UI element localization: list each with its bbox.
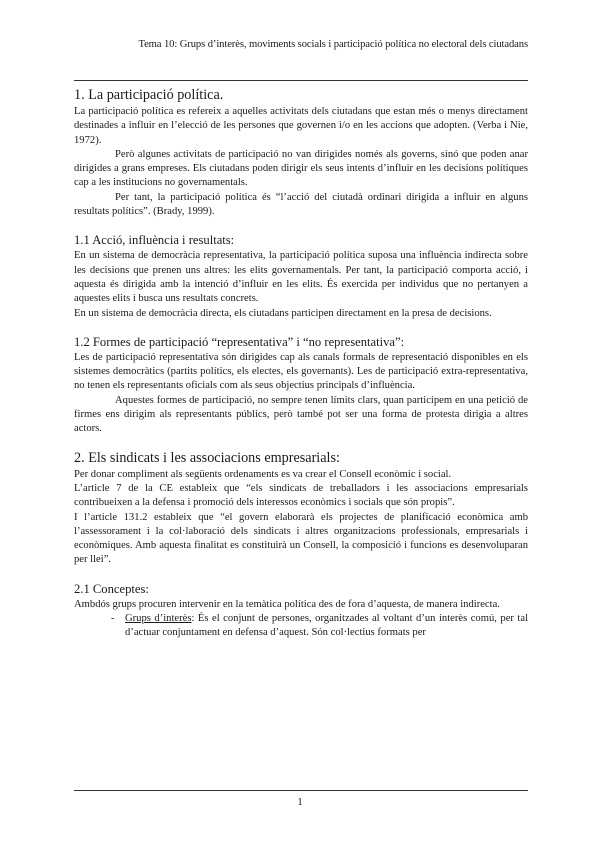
section-2-paragraph-3: I l’article 131.2 estableix que “el govern elaborarà els projectes de planificació econòmica amb l’assessorament i la col·laboració dels sindicats i altres organitzacions professionals, empresarials i econòmiques. Amb aquesta finalitat es constituirà un Consell, la composició i funcions es desenvoluparan per llei”. bbox=[74, 511, 528, 566]
section-2-1-heading: 2.1 Conceptes: bbox=[74, 581, 149, 596]
running-header: Tema 10: Grups d’interès, moviments socials i participació política no electoral dels ciutadans bbox=[138, 39, 528, 50]
section-1-2-heading: 1.2 Formes de participació “representativa” i “no representativa”: bbox=[74, 334, 405, 349]
footer-rule bbox=[74, 790, 528, 791]
section-1-1-paragraph-1: En un sistema de democràcia representativa, la participació política suposa una influència indirecta sobre les decisions que prenen uns altres: les elits governamentals. Per tant, la participació comporta acció, i aquesta és dirigida amb la intenció d’influir en les elits. És exercida per individus que no pertanyen a aquestes elits i busca uns resultats concrets. bbox=[74, 250, 528, 305]
section-1-heading: 1. La participació política. bbox=[74, 87, 224, 103]
section-1-paragraph-3: Per tant, la participació política és “l’acció del ciutadà ordinari dirigida a influir en alguns resultats polítics”. (Brady, 1999). bbox=[74, 191, 528, 218]
page-number: 1 bbox=[297, 797, 303, 808]
section-2-1-paragraph-1: Ambdós grups procuren intervenir en la temàtica política des de fora d’aquesta, de manera indirecta. bbox=[74, 598, 500, 610]
list-item bbox=[111, 612, 528, 641]
grups-interes-term: Grups d’interès bbox=[125, 613, 192, 625]
section-1-1-heading: 1.1 Acció, influència i resultats: bbox=[74, 233, 235, 248]
document-body bbox=[74, 86, 528, 641]
section-2-heading: 2. Els sindicats i les associacions empresarials: bbox=[74, 449, 340, 466]
header-rule bbox=[74, 80, 528, 81]
section-1-paragraph-1: La participació política es refereix a aquelles activitats dels ciutadans que estan més o menys directament destinades a influir en l’elecció de les persones que governen i/o en les accions que adopten. (Verba i Nie, 1972). bbox=[74, 106, 528, 146]
section-1-2-paragraph-2: Aquestes formes de participació, no sempre tenen límits clars, quan participem en una petició de firmes ens dirigim als representants públics, però també pot ser una forma de protesta dirigia a altres actors. bbox=[74, 394, 528, 435]
section-2-paragraph-2: L’article 7 de la CE estableix que “els sindicats de treballadors i les associacions empresarials contribueixen a la defensa i promoció dels interessos econòmics i socials que són propis”. bbox=[74, 482, 528, 509]
section-1-paragraph-2: Però algunes activitats de participació no van dirigides només als governs, sinó que poden anar dirigides a grans empreses. Els ciutadans poden dirigir els seus intents d’influir en les decisions polítiques cap a les institucions no governamentals. bbox=[74, 148, 528, 189]
concepts-list bbox=[74, 612, 528, 641]
section-1-2-paragraph-1: Les de participació representativa són dirigides cap als canals formals de representació disponibles en els sistemes democràtics (partits polítics, els electes, els governants). Les de participació extra-representativa, no tenen els representants oficials com als seus objectius principals d’influència. bbox=[74, 351, 528, 392]
section-2-paragraph-1: Per donar compliment als següents ordenaments es va crear el Consell econòmic i social. bbox=[74, 468, 452, 480]
grups-interes-definition: : És el conjunt de persones, organitzades al voltant d’un interès comú, per tal d’actuar conjuntament en defensa d’aquest. Són col·lectius formats per bbox=[125, 613, 529, 639]
section-1-1-paragraph-2: En un sistema de democràcia directa, els ciutadans participen directament en la presa de decisions. bbox=[74, 307, 492, 319]
